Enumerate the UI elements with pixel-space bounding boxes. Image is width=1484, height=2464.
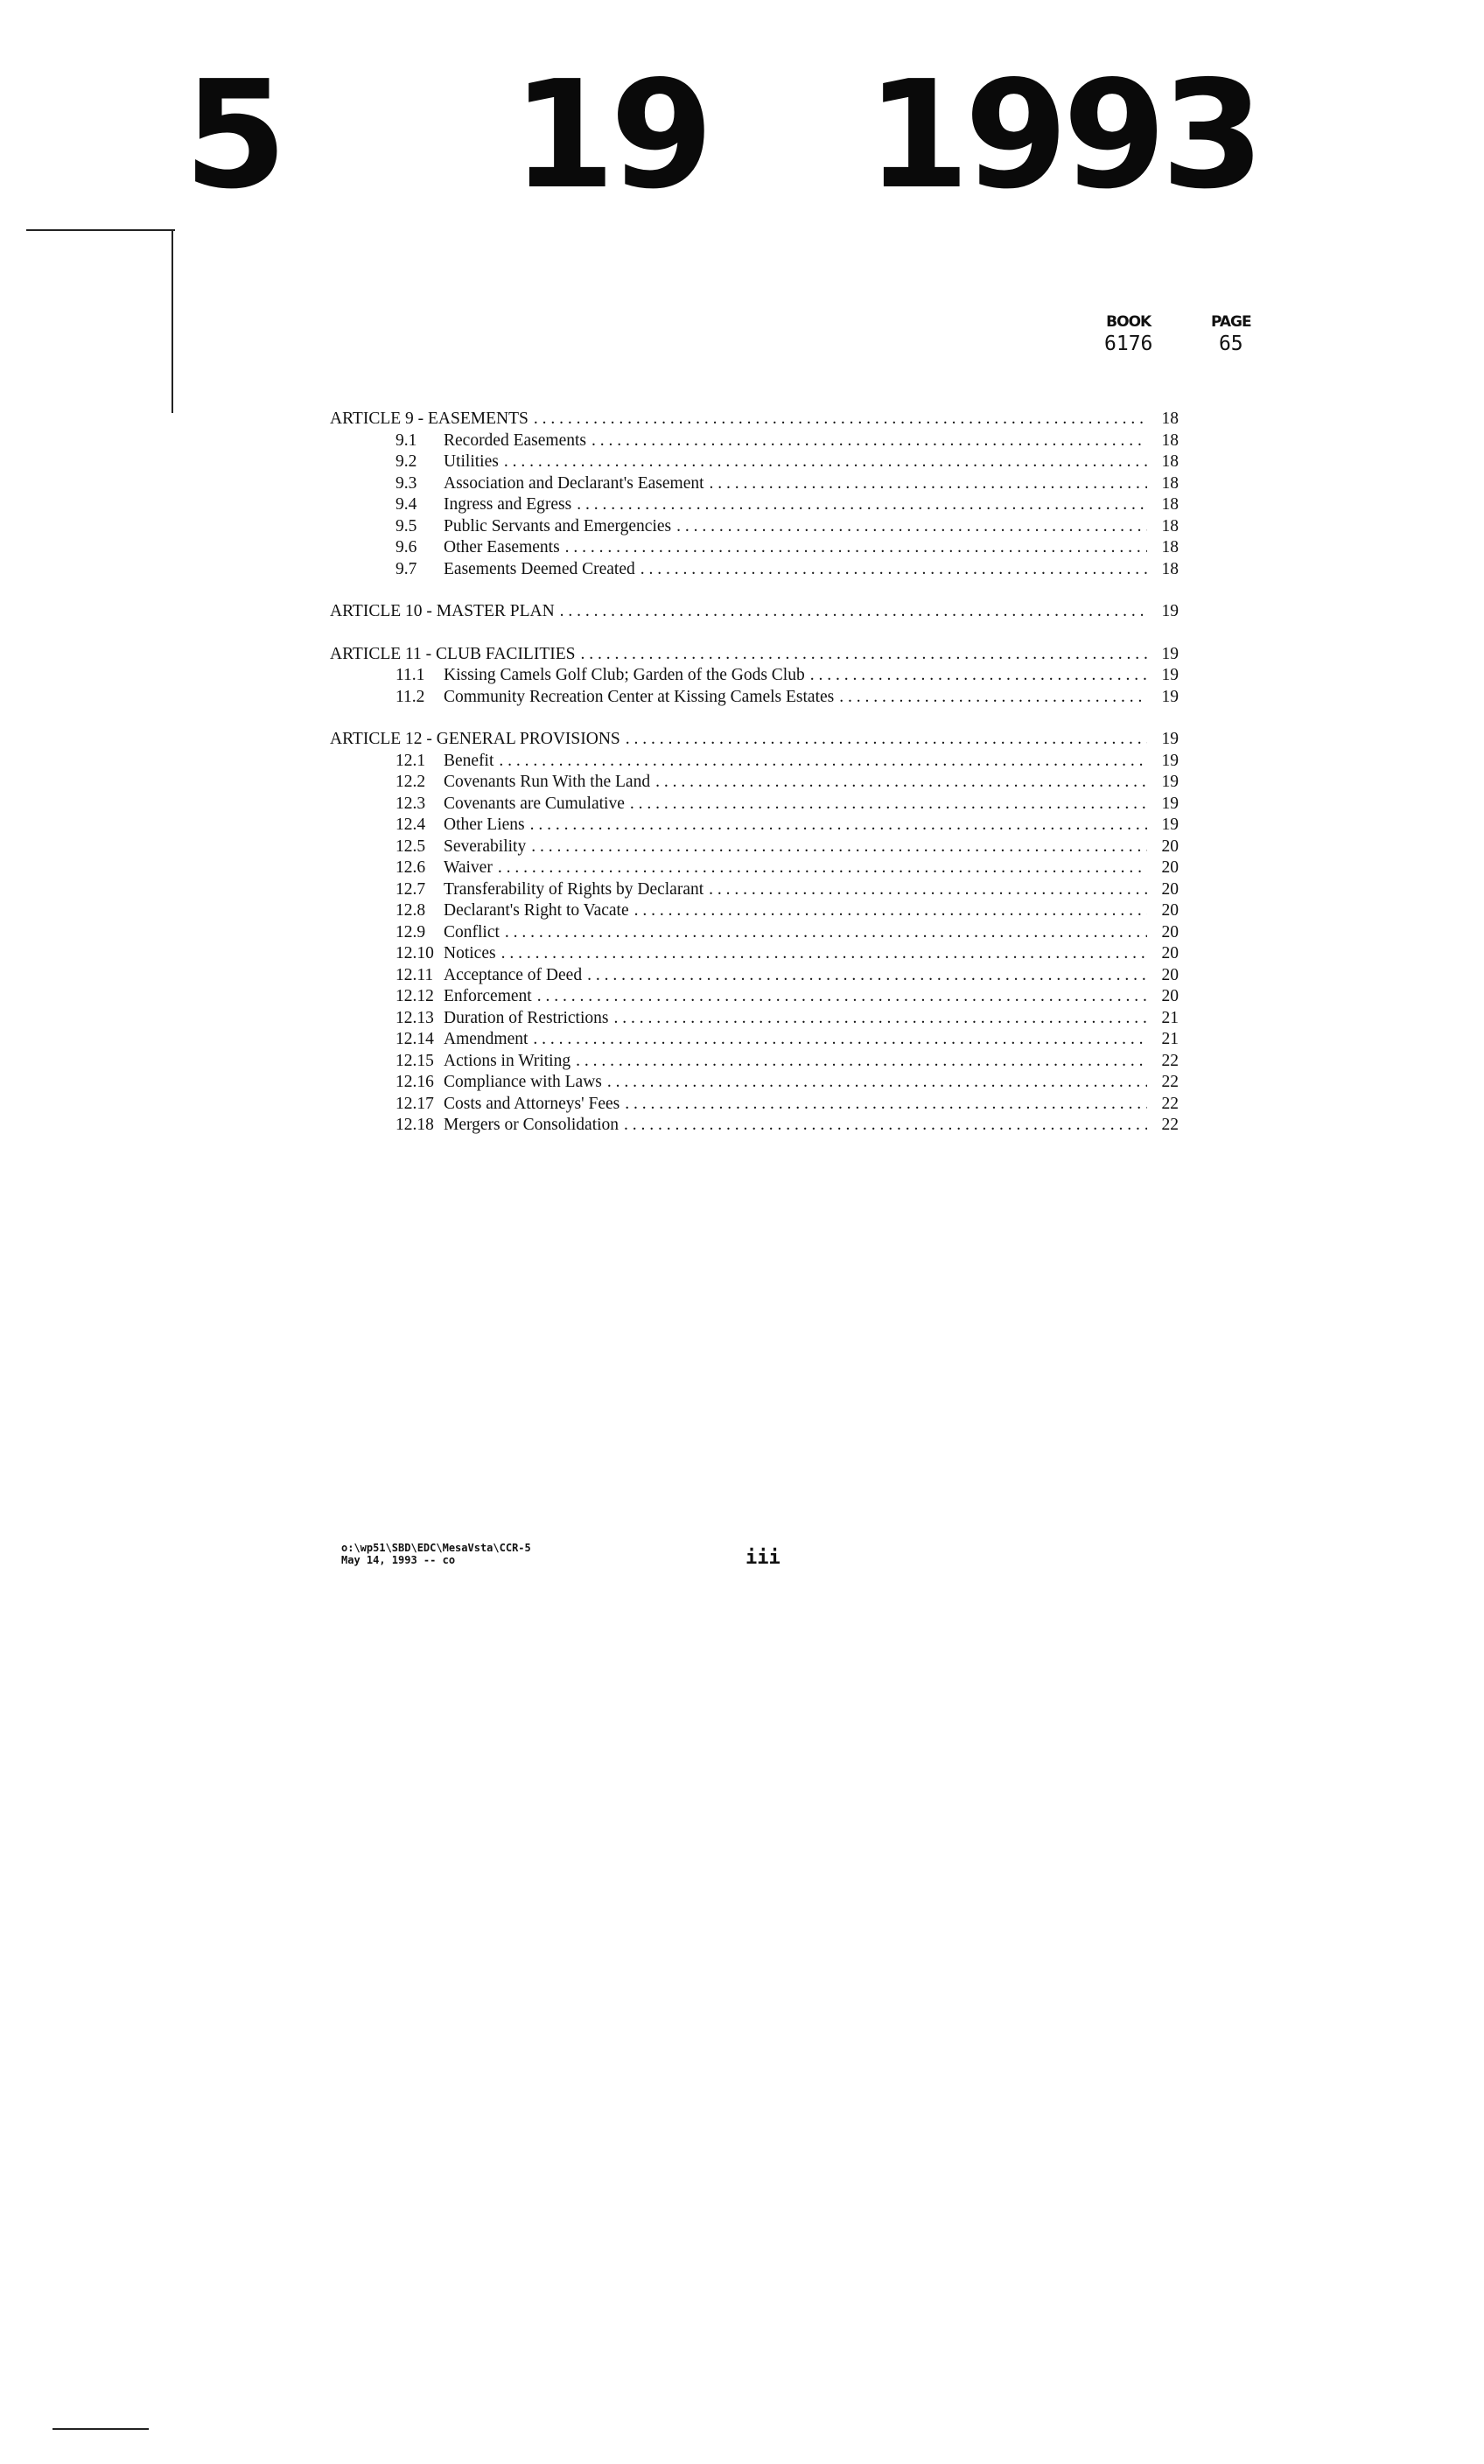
toc-title: Utilities — [444, 452, 499, 471]
toc-leader-dots — [710, 474, 1147, 494]
toc-section-number: 11.1 — [396, 666, 425, 684]
page-label: PAGE — [1211, 313, 1251, 331]
table-of-contents — [330, 410, 1179, 1158]
toc-row — [330, 1095, 1179, 1116]
toc-leader-dots — [530, 816, 1147, 835]
toc-page-number: 22 — [1161, 1116, 1179, 1134]
toc-title: ARTICLE 12 - GENERAL PROVISIONS — [330, 730, 620, 748]
toc-page-number: 19 — [1161, 687, 1179, 706]
toc-title: Actions in Writing — [444, 1051, 571, 1070]
toc-leader-dots — [577, 495, 1147, 514]
toc-title: Amendment — [444, 1030, 528, 1048]
toc-leader-dots — [630, 794, 1147, 814]
toc-leader-dots — [624, 1116, 1147, 1135]
toc-title: Compliance with Laws — [444, 1073, 602, 1091]
toc-page-number: 20 — [1161, 836, 1179, 856]
toc-section-number: 12.13 — [396, 1008, 434, 1027]
toc-page-number: 22 — [1161, 1073, 1179, 1091]
toc-section-number: 9.6 — [396, 538, 417, 556]
toc-section-number: 12.2 — [396, 773, 426, 791]
toc-row — [330, 794, 1179, 816]
toc-section-number: 9.4 — [396, 495, 417, 514]
toc-title: Community Recreation Center at Kissing Camels Estates — [444, 687, 835, 706]
toc-row — [330, 560, 1179, 582]
toc-page-number: 20 — [1161, 922, 1179, 942]
toc-title: Declarant's Right to Vacate — [444, 901, 629, 920]
footer-path-line1: o:\wp51\SBD\EDC\MesaVsta\CCR-5 — [341, 1542, 531, 1554]
toc-leader-dots — [655, 773, 1147, 792]
toc-section-number: 9.2 — [396, 452, 417, 471]
toc-leader-dots — [592, 431, 1147, 451]
toc-row — [330, 474, 1179, 496]
toc-leader-dots — [613, 1009, 1147, 1028]
toc-title: Covenants are Cumulative — [444, 794, 625, 813]
stamp-year: 1993 — [866, 49, 1260, 222]
toc-leader-dots — [537, 987, 1147, 1006]
toc-page-number: 18 — [1161, 473, 1179, 493]
toc-leader-dots — [534, 410, 1147, 429]
toc-leader-dots — [531, 837, 1147, 857]
toc-section-number: 12.5 — [396, 836, 426, 856]
toc-row — [330, 645, 1179, 667]
toc-title: Costs and Attorneys' Fees — [444, 1094, 620, 1113]
toc-row — [330, 517, 1179, 539]
toc-title: Other Easements — [444, 538, 560, 556]
toc-section-number: 12.8 — [396, 901, 426, 920]
toc-leader-dots — [634, 901, 1147, 920]
toc-leader-dots — [607, 1073, 1147, 1092]
recording-book — [1104, 313, 1152, 355]
stamp-day: 19 — [512, 49, 709, 222]
toc-page-number: 18 — [1161, 495, 1179, 514]
toc-title: Mergers or Consolidation — [444, 1116, 620, 1134]
toc-row — [330, 495, 1179, 517]
scan-edge-top — [26, 229, 175, 231]
toc-section-number: 12.4 — [396, 816, 426, 834]
toc-row — [330, 1009, 1179, 1031]
toc-title: Association and Declarant's Easement — [444, 473, 704, 493]
toc-section-number: 12.16 — [396, 1073, 434, 1091]
toc-row — [330, 901, 1179, 923]
toc-row — [330, 452, 1179, 474]
toc-leader-dots — [533, 1030, 1147, 1049]
toc-row — [330, 688, 1179, 710]
scan-edge-bottom — [52, 2428, 149, 2430]
toc-leader-dots — [709, 880, 1147, 900]
toc-section-number: 12.1 — [396, 751, 426, 770]
toc-title: ARTICLE 9 - EASEMENTS — [330, 410, 528, 428]
toc-page-number: 19 — [1161, 751, 1179, 770]
toc-row — [330, 816, 1179, 837]
toc-leader-dots — [626, 730, 1147, 749]
toc-section-number: 9.1 — [396, 430, 417, 450]
toc-page-number: 20 — [1161, 901, 1179, 920]
toc-section-number: 12.6 — [396, 858, 426, 877]
toc-row — [330, 987, 1179, 1009]
toc-leader-dots — [576, 1052, 1147, 1071]
toc-title: Covenants Run With the Land — [444, 773, 651, 791]
footer-file-path — [341, 1542, 531, 1566]
toc-row — [330, 730, 1179, 752]
toc-section-number: 11.2 — [396, 687, 425, 706]
toc-row — [330, 1052, 1179, 1074]
toc-section-number: 12.15 — [396, 1051, 434, 1070]
toc-page-number: 19 — [1161, 794, 1179, 813]
toc-row — [330, 602, 1179, 624]
toc-title: Conflict — [444, 922, 500, 942]
book-value: 6176 — [1104, 332, 1153, 355]
toc-row — [330, 752, 1179, 774]
footer-page-number: iii — [746, 1547, 780, 1569]
recording-page — [1211, 313, 1251, 355]
toc-group — [330, 645, 1179, 710]
toc-row — [330, 966, 1179, 988]
toc-title: Public Servants and Emergencies — [444, 516, 672, 536]
toc-page-number: 21 — [1161, 1030, 1179, 1048]
toc-title: Enforcement — [444, 987, 532, 1005]
toc-leader-dots — [625, 1095, 1147, 1114]
toc-title: Waiver — [444, 858, 493, 877]
toc-group — [330, 730, 1179, 1138]
toc-row — [330, 773, 1179, 794]
toc-group — [330, 410, 1179, 581]
toc-page-number: 19 — [1161, 666, 1179, 684]
toc-title: Severability — [444, 836, 527, 856]
toc-row — [330, 410, 1179, 431]
toc-leader-dots — [587, 966, 1147, 985]
toc-row — [330, 944, 1179, 966]
page-value: 65 — [1218, 332, 1243, 355]
toc-row — [330, 1030, 1179, 1052]
toc-page-number: 20 — [1161, 987, 1179, 1005]
toc-title: Notices — [444, 944, 496, 962]
toc-title: Duration of Restrictions — [444, 1008, 609, 1027]
toc-row — [330, 431, 1179, 453]
toc-leader-dots — [499, 752, 1147, 771]
toc-title: Ingress and Egress — [444, 495, 572, 514]
toc-row — [330, 923, 1179, 945]
toc-row — [330, 1116, 1179, 1138]
toc-title: Transferability of Rights by Declarant — [444, 879, 704, 899]
toc-section-number: 12.7 — [396, 879, 426, 899]
toc-page-number: 19 — [1161, 730, 1179, 748]
toc-page-number: 18 — [1161, 516, 1179, 536]
toc-leader-dots — [580, 645, 1147, 664]
toc-row — [330, 1073, 1179, 1095]
toc-page-number: 19 — [1161, 773, 1179, 791]
toc-page-number: 22 — [1161, 1094, 1179, 1113]
toc-section-number: 9.3 — [396, 473, 417, 493]
footer-path-line2: May 14, 1993 -- co — [341, 1554, 456, 1566]
toc-page-number: 20 — [1161, 858, 1179, 877]
toc-title: Benefit — [444, 751, 494, 770]
toc-title: Kissing Camels Golf Club; Garden of the Gods Club — [444, 666, 805, 684]
toc-section-number: 12.18 — [396, 1116, 434, 1134]
toc-page-number: 20 — [1161, 965, 1179, 984]
toc-section-number: 12.10 — [396, 944, 434, 962]
toc-leader-dots — [810, 666, 1147, 685]
toc-page-number: 22 — [1161, 1051, 1179, 1070]
toc-page-number: 20 — [1161, 879, 1179, 899]
toc-section-number: 12.12 — [396, 987, 434, 1005]
toc-leader-dots — [565, 538, 1147, 557]
toc-section-number: 12.17 — [396, 1094, 434, 1113]
toc-title: ARTICLE 11 - CLUB FACILITIES — [330, 644, 576, 663]
toc-section-number: 12.11 — [396, 965, 434, 984]
toc-page-number: 18 — [1161, 452, 1179, 471]
toc-page-number: 19 — [1161, 644, 1179, 663]
toc-page-number: 19 — [1161, 602, 1179, 620]
toc-row — [330, 538, 1179, 560]
toc-leader-dots — [839, 688, 1147, 707]
toc-page-number: 18 — [1161, 559, 1179, 578]
toc-page-number: 20 — [1161, 944, 1179, 962]
toc-leader-dots — [640, 560, 1147, 579]
scan-edge-left — [172, 229, 173, 413]
toc-section-number: 9.7 — [396, 559, 417, 578]
toc-title: ARTICLE 10 - MASTER PLAN — [330, 602, 555, 620]
toc-title: Recorded Easements — [444, 430, 586, 450]
toc-title: Easements Deemed Created — [444, 559, 635, 578]
toc-section-number: 12.3 — [396, 794, 426, 813]
toc-section-number: 12.14 — [396, 1030, 434, 1048]
toc-group — [330, 602, 1179, 624]
toc-page-number: 21 — [1161, 1008, 1179, 1027]
toc-page-number: 18 — [1161, 430, 1179, 450]
toc-row — [330, 666, 1179, 688]
toc-leader-dots — [676, 517, 1147, 536]
toc-row — [330, 837, 1179, 859]
toc-page-number: 19 — [1161, 816, 1179, 834]
toc-leader-dots — [498, 858, 1147, 878]
toc-leader-dots — [504, 452, 1147, 472]
toc-row — [330, 858, 1179, 880]
toc-title: Acceptance of Deed — [444, 965, 583, 984]
toc-leader-dots — [505, 923, 1147, 942]
toc-section-number: 12.9 — [396, 922, 426, 942]
stamp-month: 5 — [184, 49, 283, 222]
book-label: BOOK — [1106, 313, 1152, 331]
toc-leader-dots — [560, 602, 1147, 621]
toc-leader-dots — [501, 944, 1147, 963]
toc-title: Other Liens — [444, 816, 525, 834]
toc-page-number: 18 — [1161, 538, 1179, 556]
toc-section-number: 9.5 — [396, 516, 417, 536]
toc-row — [330, 880, 1179, 902]
toc-page-number: 18 — [1161, 410, 1179, 428]
